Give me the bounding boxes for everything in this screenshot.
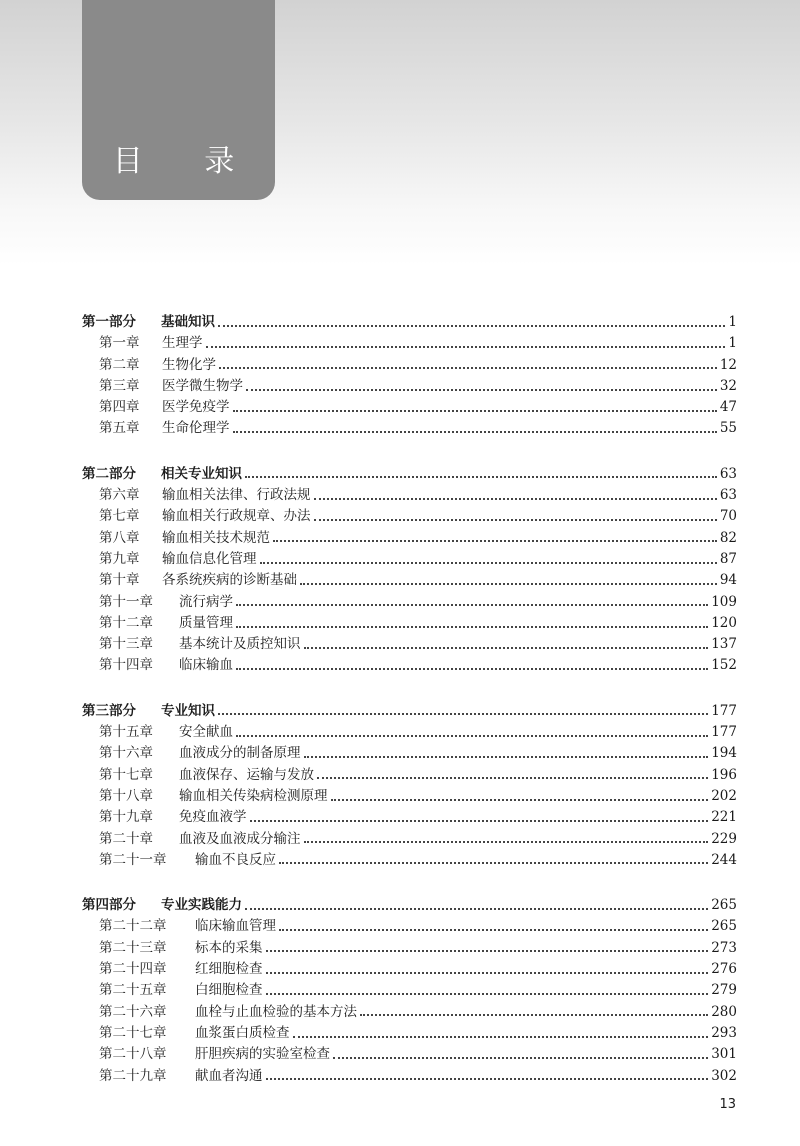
- dot-leader: [293, 1036, 709, 1038]
- chapter-title: 基本统计及质控知识: [179, 636, 301, 653]
- dot-leader: [218, 325, 725, 327]
- chapter-title: 血浆蛋白质检查: [195, 1024, 290, 1041]
- chapter-number: 第十四章: [99, 657, 153, 674]
- chapter-number: 第十章: [99, 572, 140, 589]
- page-ref: 177: [711, 702, 737, 719]
- chapter-number: 第二章: [99, 356, 140, 373]
- chapter-number: 第十八章: [99, 787, 153, 804]
- page-ref: 279: [711, 982, 737, 999]
- dot-leader: [233, 431, 717, 433]
- chapter-number: 第十三章: [99, 636, 153, 653]
- page-ref: 265: [711, 918, 737, 935]
- page-ref: 109: [711, 593, 737, 610]
- toc-chapter-entry[interactable]: [82, 1023, 737, 1044]
- dot-leader: [279, 929, 708, 931]
- toc-chapter-entry[interactable]: [82, 355, 737, 376]
- chapter-title: 红细胞检查: [195, 961, 263, 978]
- page-ref: 63: [719, 465, 737, 482]
- dot-leader: [219, 367, 717, 369]
- part-number: 第四部分: [82, 897, 136, 914]
- toc-section: [82, 464, 737, 677]
- toc-chapter-entry[interactable]: [82, 485, 737, 506]
- dot-leader: [314, 498, 717, 500]
- toc-chapter-entry[interactable]: [82, 613, 737, 634]
- chapter-title: 血液及血液成分输注: [179, 830, 301, 847]
- page-ref: 55: [719, 420, 737, 437]
- page-ref: 120: [711, 614, 737, 631]
- toc-chapter-entry[interactable]: [82, 549, 737, 570]
- title-tab: [82, 0, 275, 200]
- chapter-title: 临床输血: [179, 657, 233, 674]
- chapter-title: 生物化学: [162, 356, 216, 373]
- chapter-title: 质量管理: [179, 614, 233, 631]
- part-title: 相关专业知识: [161, 465, 242, 482]
- chapter-number: 第十一章: [99, 593, 153, 610]
- dot-leader: [245, 908, 708, 910]
- page-ref: 87: [719, 550, 737, 567]
- dot-leader: [304, 841, 709, 843]
- page-ref: 302: [711, 1067, 737, 1084]
- toc-part-entry[interactable]: [82, 895, 737, 916]
- dot-leader: [218, 713, 708, 715]
- page-ref: 152: [711, 657, 737, 674]
- page-ref: 202: [711, 787, 737, 804]
- toc-part-entry[interactable]: [82, 312, 737, 333]
- dot-leader: [317, 777, 708, 779]
- toc-chapter-entry[interactable]: [82, 722, 737, 743]
- chapter-number: 第九章: [99, 550, 140, 567]
- page-ref: 194: [711, 745, 737, 762]
- page-ref: 196: [711, 766, 737, 783]
- chapter-title: 免疫血液学: [179, 809, 247, 826]
- part-number: 第一部分: [82, 314, 136, 330]
- chapter-title: 血液保存、运输与发放: [179, 766, 314, 783]
- page-ref: 301: [711, 1046, 737, 1063]
- toc-chapter-entry[interactable]: [82, 376, 737, 397]
- chapter-title: 输血相关法律、行政法规: [162, 487, 311, 504]
- chapter-number: 第十六章: [99, 745, 153, 762]
- page-ref: 137: [711, 636, 737, 653]
- page-ref: 244: [711, 851, 737, 868]
- chapter-number: 第二十五章: [99, 982, 167, 999]
- page-ref: 12: [719, 356, 737, 373]
- part-number: 第二部分: [82, 465, 136, 482]
- page-ref: 94: [719, 572, 737, 589]
- page-ref: 70: [719, 508, 737, 525]
- toc-chapter-entry[interactable]: [82, 786, 737, 807]
- part-number: 第三部分: [82, 702, 136, 719]
- chapter-number: 第六章: [99, 487, 140, 504]
- chapter-title: 医学免疫学: [162, 399, 230, 416]
- toc-chapter-entry[interactable]: [82, 829, 737, 850]
- chapter-number: 第五章: [99, 420, 140, 437]
- toc-part-entry[interactable]: [82, 464, 737, 485]
- dot-leader: [360, 1014, 708, 1016]
- chapter-number: 第七章: [99, 508, 140, 525]
- dot-leader: [236, 668, 708, 670]
- dot-leader: [266, 993, 709, 995]
- dot-leader: [236, 626, 708, 628]
- toc-chapter-entry[interactable]: [82, 938, 737, 959]
- chapter-number: 第二十九章: [99, 1067, 167, 1084]
- dot-leader: [246, 389, 717, 391]
- page-ref: 280: [711, 1003, 737, 1020]
- part-title: 专业实践能力: [161, 897, 242, 914]
- chapter-title: 输血相关传染病检测原理: [179, 787, 328, 804]
- page-ref: 82: [719, 529, 737, 546]
- chapter-title: 安全献血: [179, 724, 233, 741]
- chapter-title: 输血信息化管理: [162, 550, 257, 567]
- page-ref: 276: [711, 961, 737, 978]
- toc-chapter-entry[interactable]: [82, 1044, 737, 1065]
- dot-leader: [260, 562, 717, 564]
- chapter-number: 第八章: [99, 529, 140, 546]
- chapter-title: 输血相关技术规范: [162, 529, 270, 546]
- toc-section: [82, 312, 737, 440]
- chapter-title: 生命伦理学: [162, 420, 230, 437]
- toc-chapter-entry[interactable]: [82, 655, 737, 676]
- dot-leader: [304, 647, 709, 649]
- page-ref: 265: [711, 897, 737, 914]
- dot-leader: [279, 862, 708, 864]
- chapter-number: 第十九章: [99, 809, 153, 826]
- dot-leader: [266, 972, 709, 974]
- toc-chapter-entry[interactable]: [82, 916, 737, 937]
- chapter-number: 第二十三章: [99, 939, 167, 956]
- chapter-number: 第二十二章: [99, 918, 167, 935]
- toc-chapter-entry[interactable]: [82, 418, 737, 439]
- page-ref: 1: [728, 314, 737, 330]
- part-title: 专业知识: [161, 702, 215, 719]
- toc-chapter-entry[interactable]: [82, 850, 737, 871]
- dot-leader: [206, 346, 726, 348]
- page-ref: 63: [719, 487, 737, 504]
- chapter-number: 第十五章: [99, 724, 153, 741]
- part-title: 基础知识: [161, 314, 215, 330]
- chapter-number: 第二十章: [99, 830, 153, 847]
- chapter-title: 输血不良反应: [195, 851, 276, 868]
- toc-chapter-entry[interactable]: [82, 570, 737, 591]
- chapter-number: 第十七章: [99, 766, 153, 783]
- toc-chapter-entry[interactable]: [82, 807, 737, 828]
- dot-leader: [314, 519, 717, 521]
- dot-leader: [236, 604, 708, 606]
- toc-chapter-entry[interactable]: [82, 592, 737, 613]
- chapter-number: 第二十八章: [99, 1046, 167, 1063]
- toc-chapter-entry[interactable]: [82, 634, 737, 655]
- dot-leader: [333, 1057, 708, 1059]
- chapter-number: 第三章: [99, 377, 140, 394]
- toc-chapter-entry[interactable]: [82, 1002, 737, 1023]
- dot-leader: [266, 1078, 709, 1080]
- chapter-title: 输血相关行政规章、办法: [162, 508, 311, 525]
- page-ref: 221: [711, 809, 737, 826]
- chapter-title: 献血者沟通: [195, 1067, 263, 1084]
- toc-chapter-entry[interactable]: [82, 1066, 737, 1087]
- chapter-title: 标本的采集: [195, 939, 263, 956]
- chapter-number: 第四章: [99, 399, 140, 416]
- toc-chapter-entry[interactable]: [82, 959, 737, 980]
- dot-leader: [250, 820, 709, 822]
- page-ref: 47: [719, 399, 737, 416]
- page-ref: 273: [711, 939, 737, 956]
- chapter-title: 白细胞检查: [195, 982, 263, 999]
- page-ref: 1: [728, 335, 737, 352]
- toc-section: [82, 701, 737, 871]
- dot-leader: [236, 735, 708, 737]
- chapter-number: 第十二章: [99, 614, 153, 631]
- dot-leader: [233, 410, 717, 412]
- chapter-title: 流行病学: [179, 593, 233, 610]
- dot-leader: [300, 583, 717, 585]
- page-ref: 177: [711, 724, 737, 741]
- table-of-contents: [82, 312, 737, 1111]
- dot-leader: [266, 950, 709, 952]
- toc-chapter-entry[interactable]: [82, 528, 737, 549]
- chapter-number: 第一章: [99, 335, 140, 352]
- chapter-title: 生理学: [162, 335, 203, 352]
- chapter-title: 各系统疾病的诊断基础: [162, 572, 297, 589]
- dot-leader: [245, 476, 717, 478]
- page-ref: 293: [711, 1024, 737, 1041]
- dot-leader: [273, 540, 717, 542]
- chapter-title: 血液成分的制备原理: [179, 745, 301, 762]
- chapter-title: 血栓与止血检验的基本方法: [195, 1003, 357, 1020]
- toc-chapter-entry[interactable]: [82, 397, 737, 418]
- toc-chapter-entry[interactable]: [82, 333, 737, 354]
- toc-part-entry[interactable]: [82, 701, 737, 722]
- dot-leader: [304, 756, 709, 758]
- page-ref: 32: [719, 377, 737, 394]
- chapter-number: 第二十七章: [99, 1024, 167, 1041]
- chapter-number: 第二十四章: [99, 961, 167, 978]
- chapter-title: 临床输血管理: [195, 918, 276, 935]
- toc-chapter-entry[interactable]: [82, 980, 737, 1001]
- page-ref: 229: [711, 830, 737, 847]
- toc-chapter-entry[interactable]: [82, 506, 737, 527]
- toc-chapter-entry[interactable]: [82, 743, 737, 764]
- chapter-number: 第二十六章: [99, 1003, 167, 1020]
- chapter-number: 第二十一章: [99, 851, 167, 868]
- page-number: 13: [719, 1097, 736, 1112]
- toc-section: [82, 895, 737, 1087]
- toc-chapter-entry[interactable]: [82, 765, 737, 786]
- dot-leader: [331, 799, 709, 801]
- chapter-title: 医学微生物学: [162, 377, 243, 394]
- page-title: 目 录: [112, 144, 261, 179]
- chapter-title: 肝胆疾病的实验室检查: [195, 1046, 330, 1063]
